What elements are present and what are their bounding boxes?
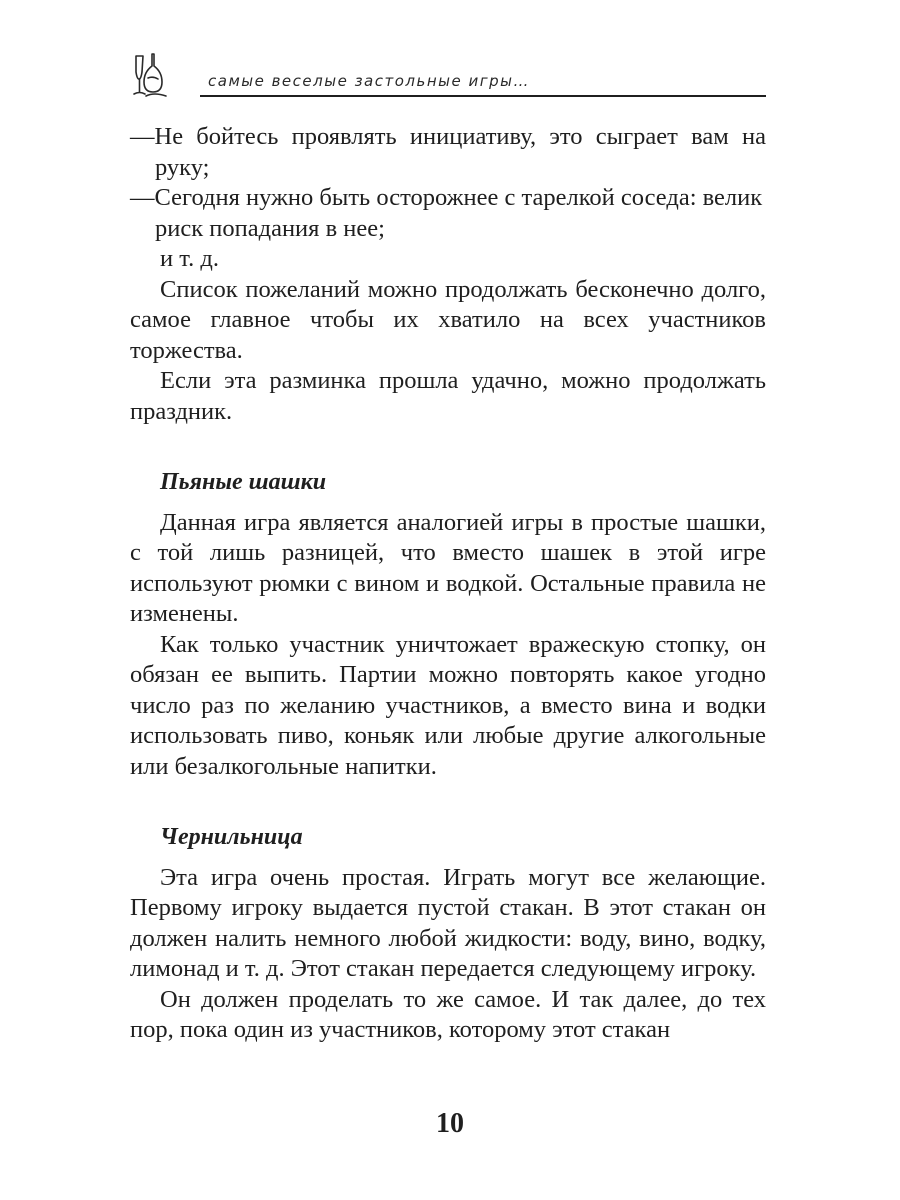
paragraph: Если эта разминка прошла удачно, можно продолжать праздник. [130,367,766,425]
page-number: 10 [436,1108,464,1139]
page-body [130,122,766,1046]
paragraph: Список пожеланий можно продолжать бесконечно долго, самое главное чтобы их хватило на всех участников торжества. [130,275,766,364]
etc-line: и т. д. [160,245,219,272]
running-header [130,52,766,100]
paragraph: Данная игра является аналогией игры в простые шашки, с той лишь разницей, что вместо шашек в этой игре используют рюмки с вином и водкой. Остальные правила не изменены. [130,508,766,627]
running-header-title: самые веселые застольные игры… [208,72,530,90]
glasses-and-bottle-icon [130,52,170,100]
paragraph: Он должен проделать то же самое. И так далее, до тех пор, пока один из участников, которому этот стакан [130,985,766,1043]
section-heading: Чернильница [160,824,303,850]
list-item: —Не бойтесь проявлять инициативу, это сыграет вам на руку; [130,123,766,181]
list-item: —Сегодня нужно быть осторожнее с тарелкой соседа: велик риск попадания в нее; [130,184,763,242]
header-rule [200,95,766,97]
paragraph: Как только участник уничтожает вражескую стопку, он обязан ее выпить. Партии можно повторять какое угодно число раз по желанию участников, а вместо вина и водки использовать пиво, коньяк или любые другие алкогольные или безалкогольные напитки. [130,630,766,780]
paragraph: Эта игра очень простая. Играть могут все желающие. Первому игроку выдается пустой стакан. В этот стакан он должен налить немного любой жидкости: воду, вино, водку, лимонад и т. д. Этот стакан передается следующему игроку. [130,863,766,982]
section-heading: Пьяные шашки [160,469,327,495]
